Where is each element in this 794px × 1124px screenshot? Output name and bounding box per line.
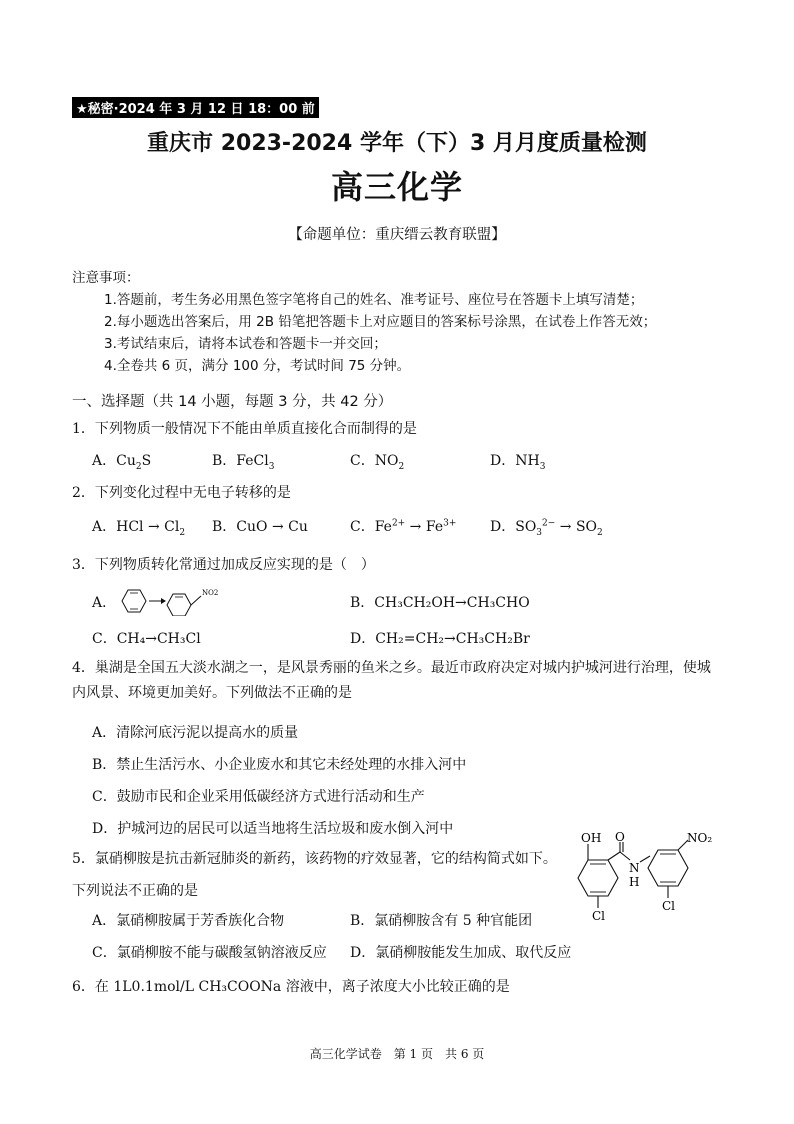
q4-option-d: D．护城河边的居民可以适当地将生活垃圾和废水倒入河中 — [92, 821, 454, 837]
cl-label-1: Cl — [592, 909, 606, 923]
page-footer: 高三化学试卷 第 1 页 共 6 页 — [309, 1047, 485, 1061]
q1-option-d: D．$NH_3$ — [490, 453, 546, 472]
note-item: 2.每小题选出答案后，用 2B 铅笔把答题卡上对应题目的答案标号涂黑，在试卷上作答无效； — [104, 314, 657, 330]
q1-option-b: B．FeCl$_3$ — [212, 453, 275, 472]
q3-option-b: B．CH₃CH₂OH→CH₃CHO — [350, 595, 530, 611]
note-item: 3.考试结束后，请将本试卷和答题卡一并交回； — [104, 336, 387, 352]
question-6-stem: 6．在 1L0.1mol/L CH₃COONa 溶液中，离子浓度大小比较正确的是 — [72, 979, 510, 995]
note-item: 1.答题前，考生务必用黑色签字笔将自己的姓名、准考证号、座位号在答题卡上填写清楚； — [104, 292, 644, 308]
q3-option-a-label: A． — [92, 595, 117, 611]
question-2-stem: 2．下列变化过程中无电子转移的是 — [72, 485, 291, 501]
subject-title: 高三化学 — [330, 168, 463, 206]
niclosamide-structure — [568, 830, 728, 930]
question-3-stem: 3．下列物质转化常通过加成反应实现的是（ ） — [72, 557, 375, 573]
oh-label: OH — [581, 831, 602, 845]
q4-option-b: B．禁止生活污水、小企业废水和其它未经处理的水排入河中 — [92, 757, 467, 773]
q1-option-c: C．$NO_2$ — [350, 453, 405, 472]
n-label: N — [629, 861, 640, 875]
q1-option-a: A．$Cu_2S$ — [92, 453, 152, 472]
no2-group-label: NO₂ — [687, 831, 713, 845]
q5-option-a: A．氯硝柳胺属于芳香族化合物 — [92, 913, 285, 929]
o-label: O — [615, 830, 625, 844]
q5-option-c: C．氯硝柳胺不能与碳酸氢钠溶液反应 — [92, 945, 327, 961]
question-4-stem: 4．巢湖是全国五大淡水湖之一，是风景秀丽的鱼米之乡。最近市政府决定对城内护城河进行治理，使城内风景、环境更加美好。下列做法不正确的是 — [72, 660, 711, 701]
no2-label: NO2 — [202, 589, 219, 597]
benzene-nitration-diagram — [116, 586, 236, 616]
question-5-stem: 5．氯硝柳胺是抗击新冠肺炎的新药，该药物的疗效显著，它的结构简式如下。 — [72, 851, 557, 867]
q5-option-d: D．氯硝柳胺能发生加成、取代反应 — [350, 945, 572, 961]
q2-option-a: A．HCl → $Cl_2$ — [92, 519, 186, 538]
q3-option-c: C．CH₄→CH₃Cl — [92, 631, 201, 647]
notes-heading: 注意事项： — [72, 270, 140, 286]
question-1-stem: 1．下列物质一般情况下不能由单质直接化合而制得的是 — [72, 421, 417, 437]
q2-option-d: D．$SO_3^{2-} \to SO_2$ — [490, 518, 603, 538]
q4-option-a: A．清除河底污泥以提高水的质量 — [92, 725, 299, 741]
secret-badge: ★秘密·2024 年 3 月 12 日 18：00 前 — [72, 97, 319, 118]
note-item: 4.全卷共 6 页，满分 100 分，考试时间 75 分钟。 — [104, 358, 411, 374]
h-label: H — [629, 875, 640, 889]
section-heading: 一、选择题（共 14 小题，每题 3 分，共 42 分） — [72, 394, 393, 410]
exam-title: 重庆市 2023-2024 学年（下）3 月月度质量检测 — [147, 131, 647, 156]
q4-option-c: C．鼓励市民和企业采用低碳经济方式进行活动和生产 — [92, 789, 425, 805]
question-5-stem-2: 下列说法不正确的是 — [72, 883, 198, 899]
q3-option-d: D．CH₂=CH₂→CH₃CH₂Br — [350, 631, 530, 647]
issuing-unit: 【命题单位：重庆缙云教育联盟】 — [288, 227, 506, 243]
q2-option-b: B．CuO → Cu — [212, 519, 308, 535]
q5-option-b: B．氯硝柳胺含有 5 种官能团 — [350, 913, 533, 929]
q2-option-c: C．$Fe^{2+} \to Fe^{3+}$ — [350, 518, 457, 535]
cl-label-2: Cl — [662, 899, 676, 913]
